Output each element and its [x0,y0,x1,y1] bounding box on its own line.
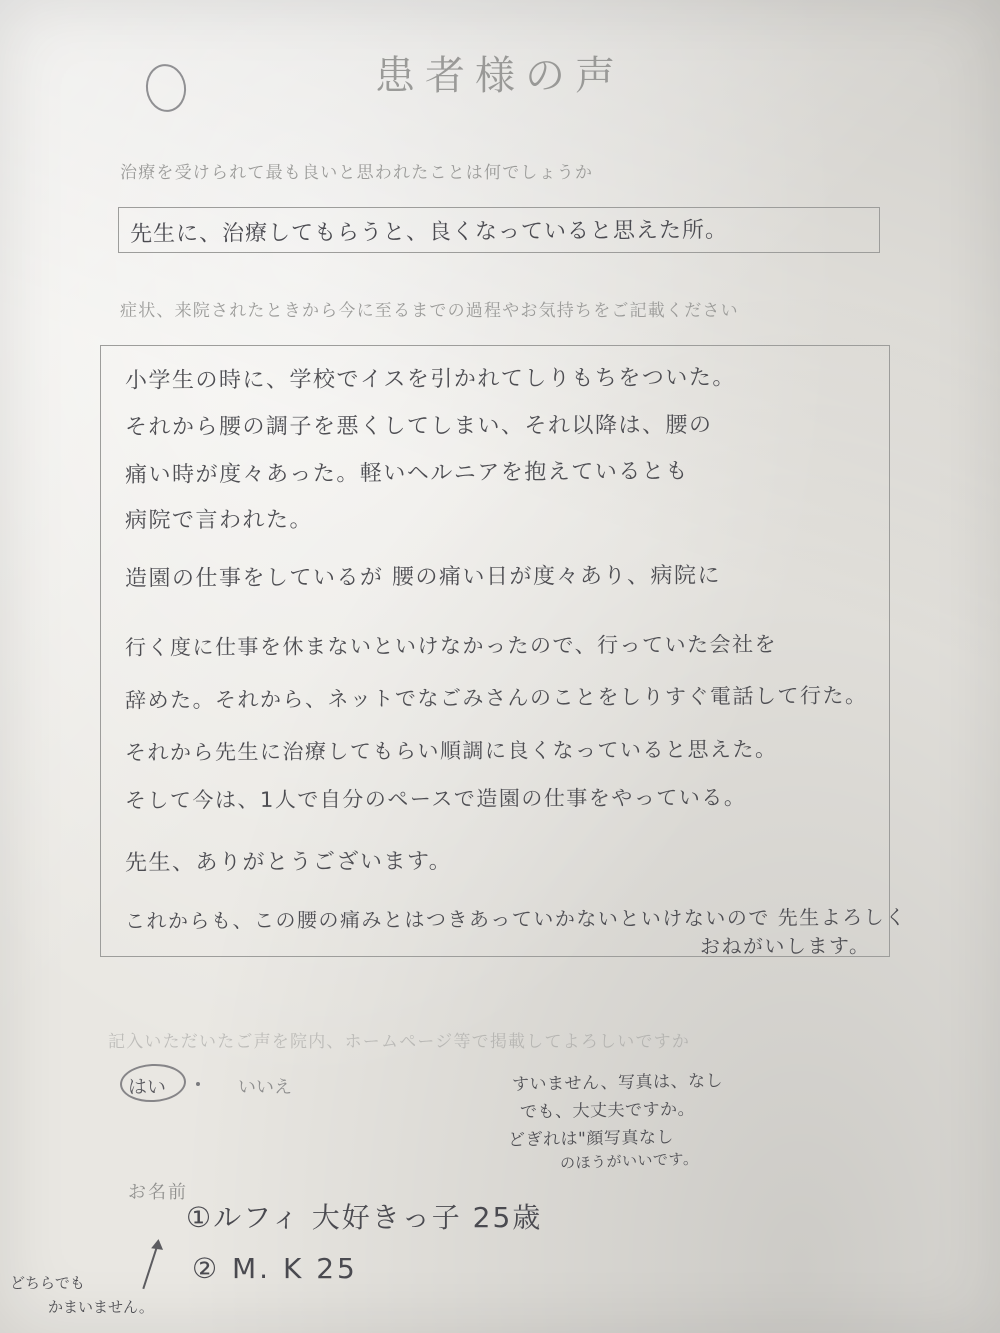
consent-note-line: どぎれは"顔写真なし [507,1127,675,1151]
answer-2-line: 痛い時が度々あった。軽いヘルニアを抱えているとも [124,459,689,488]
page-title: 患者様の声 [375,53,625,99]
consent-option-yes[interactable]: はい [128,1076,167,1098]
answer-2-line: 造園の仕事をしているが 腰の痛い日が度々あり、病院に [124,563,722,592]
answer-2-line: 行く度に仕事を休まないといけなかったので、行っていた会社を [124,632,778,660]
question-2-label: 症状、来院されたときから今に至るまでの過程やお気持ちをご記載ください [120,301,739,321]
answer-2-line: おねがいします。 [699,933,871,959]
consent-note-line: でも、大丈夫ですか。 [519,1099,696,1123]
name-field-label: お名前 [128,1182,188,1203]
name-entry-1: ①ルフィ 大好きっ子 25歳 [186,1201,543,1234]
answer-2-line: 小学生の時に、学校でイスを引かれてしりもちをついた。 [124,365,736,394]
answer-2-line: それから先生に治療してもらい順調に良くなっていると思えた。 [124,737,778,765]
footnote-line: かまいません。 [48,1298,154,1316]
answer-2-line: 病院で言われた。 [124,507,314,534]
answer-2-line: それから腰の調子を悪くしてしまい、それ以降は、腰の [124,412,713,441]
question-1-label: 治療を受けられて最も良いと思われたことは何でしょうか [120,163,594,183]
footnote-arrow-icon [142,1241,159,1289]
consent-note-line: すいません、写真は、なし [511,1071,724,1095]
consent-option-no[interactable]: いいえ [238,1077,292,1098]
answer-2-line: これからも、この腰の痛みとはつきあっていかないといけないので 先生よろしく [124,904,907,934]
name-entry-2: ② M. K 25 [192,1252,358,1285]
answer-2-line: 先生、ありがとうございます。 [124,849,453,876]
answer-1-text: 先生に、治療してもらうと、良くなっていると思えた所。 [129,217,729,248]
consent-separator [196,1082,200,1086]
question-3-label: 記入いただいたご声を院内、ホームページ等で掲載してよろしいですか [108,1032,691,1052]
answer-2-line: 辞めた。それから、ネットでなごみさんのことをしりすぐ電話して行た。 [124,683,868,713]
consent-note-line: のほうがいいです。 [559,1149,699,1173]
footnote-line: どちらでも [10,1274,85,1292]
answer-2-line: そして今は、1人で自分のペースで造園の仕事をやっている。 [124,785,747,813]
